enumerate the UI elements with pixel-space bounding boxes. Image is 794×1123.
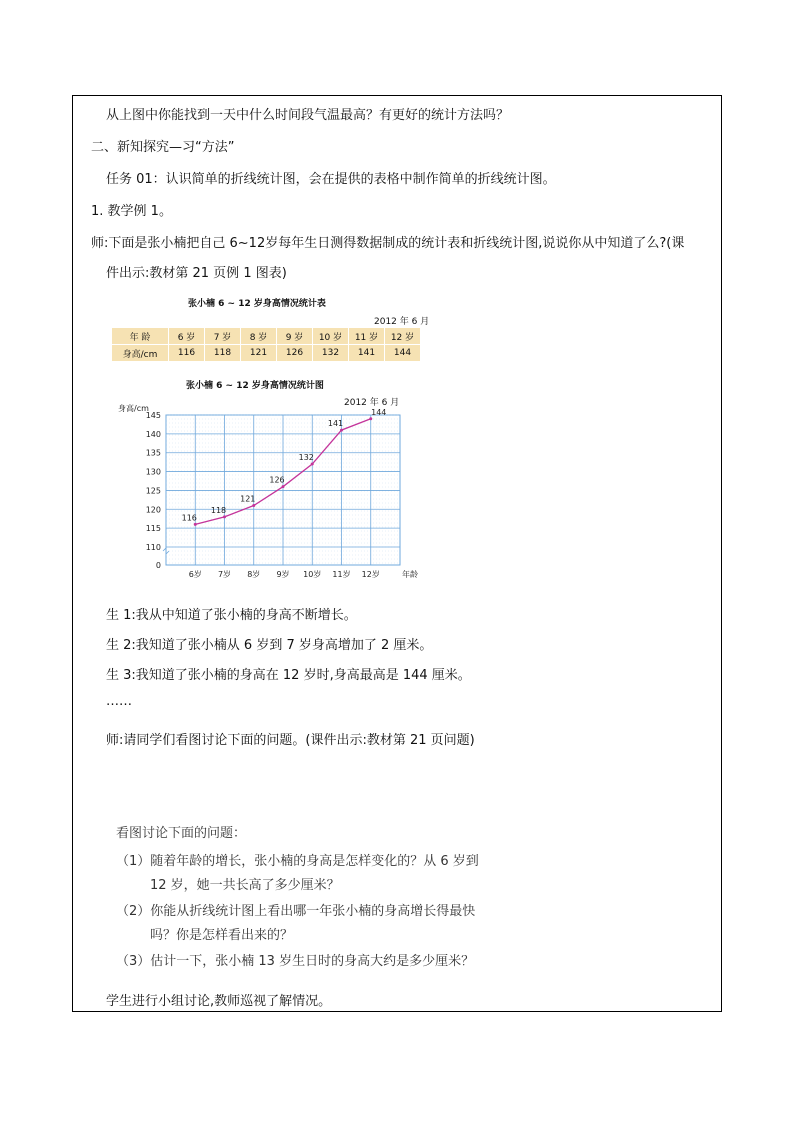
data-point — [252, 504, 255, 507]
table-date: 2012 年 6 月 — [374, 317, 430, 327]
x-axis-label: 年龄 — [402, 570, 418, 579]
data-point — [340, 429, 343, 432]
table-row-age — [112, 328, 421, 345]
data-point — [223, 515, 226, 518]
y-tick-label: 125 — [145, 486, 161, 496]
y-tick-label: 110 — [145, 543, 161, 552]
height-cell: 116 — [169, 345, 205, 362]
data-label: 141 — [327, 419, 344, 429]
closing-line: 学生进行小组讨论,教师巡视了解情况。 — [106, 994, 332, 1009]
question-1: （1）随着年龄的增长，张小楠的身高是怎样变化的？从 6 岁到 — [116, 854, 479, 869]
table-title: 张小楠 6 ~ 12 岁身高情况统计表 — [188, 299, 326, 309]
teacher-prompt-1-cont: 件出示:教材第 21 页例 1 图表) — [106, 266, 287, 281]
chart-title: 张小楠 6 ~ 12 岁身高情况统计图 — [186, 381, 324, 391]
data-label: 121 — [240, 494, 256, 504]
age-cell: 6 岁 — [169, 328, 205, 345]
question-3: （3）估计一下，张小楠 13 岁生日时的身高大约是多少厘米？ — [116, 954, 475, 969]
y-tick-label: 120 — [145, 505, 161, 515]
age-cell: 12 岁 — [385, 328, 421, 345]
x-tick-label: 10岁 — [303, 570, 322, 579]
x-tick-label: 9岁 — [276, 570, 290, 579]
question-2-cont: 吗？你是怎样看出来的？ — [150, 928, 294, 943]
age-cell: 10 岁 — [313, 328, 349, 345]
line-chart — [118, 395, 418, 585]
chart-date: 2012 年 6 月 — [344, 398, 400, 408]
age-cell: 8 岁 — [241, 328, 277, 345]
age-cell: 7 岁 — [205, 328, 241, 345]
y-tick-label: 145 — [145, 411, 161, 420]
y-tick-label: 0 — [155, 561, 161, 570]
age-cell: 9 岁 — [277, 328, 313, 345]
age-cell: 11 岁 — [349, 328, 385, 345]
data-label: 116 — [181, 513, 197, 523]
x-tick-label: 8岁 — [247, 570, 261, 579]
x-tick-label: 12岁 — [361, 570, 380, 579]
height-cell: 144 — [385, 345, 421, 362]
height-cell: 121 — [241, 345, 277, 362]
y-tick-label: 140 — [145, 429, 161, 439]
data-label: 144 — [371, 407, 387, 417]
y-tick-label: 115 — [145, 524, 161, 534]
data-point — [194, 523, 197, 526]
x-tick-label: 6岁 — [188, 570, 202, 579]
table-head-age: 年 龄 — [112, 328, 169, 345]
data-label: 132 — [298, 453, 314, 463]
ellipsis: …… — [106, 694, 132, 709]
example-heading: 1. 教学例 1。 — [91, 204, 172, 219]
height-cell: 126 — [277, 345, 313, 362]
question-1-cont: 12 岁，她一共长高了多少厘米？ — [150, 878, 340, 893]
x-tick-label: 11岁 — [332, 570, 351, 579]
question-2: （2）你能从折线统计图上看出哪一年张小楠的身高增长得最快 — [116, 904, 476, 919]
height-table — [111, 327, 421, 362]
student-answer-1: 生 1:我从中知道了张小楠的身高不断增长。 — [106, 608, 357, 623]
questions-heading: 看图讨论下面的问题： — [116, 826, 247, 841]
height-cell: 132 — [313, 345, 349, 362]
student-answer-2: 生 2:我知道了张小楠从 6 岁到 7 岁身高增加了 2 厘米。 — [106, 638, 433, 653]
teacher-prompt-1: 师:下面是张小楠把自己 6~12岁每年生日测得数据制成的统计表和折线统计图,说说你从中知道了么?(课 — [91, 236, 685, 251]
data-point — [282, 485, 285, 488]
data-label: 126 — [269, 475, 285, 485]
data-label: 118 — [210, 505, 227, 515]
student-answer-3: 生 3:我知道了张小楠的身高在 12 岁时,身高最高是 144 厘米。 — [106, 668, 471, 683]
x-tick-label: 7岁 — [217, 570, 232, 579]
section-heading: 二、新知探究—习“方法” — [91, 140, 235, 155]
height-cell: 141 — [349, 345, 385, 362]
teacher-prompt-2: 师:请同学们看图讨论下面的问题。(课件出示:教材第 21 页问题) — [106, 733, 475, 748]
table-head-height: 身高/cm — [112, 345, 169, 362]
height-cell: 118 — [205, 345, 241, 362]
y-tick-label: 130 — [145, 467, 161, 477]
data-point — [311, 463, 314, 466]
task-line: 任务 01：认识简单的折线统计图，会在提供的表格中制作简单的折线统计图。 — [106, 172, 556, 187]
table-row-height — [112, 345, 421, 362]
data-point — [369, 417, 372, 420]
intro-question: 从上图中你能找到一天中什么时间段气温最高？有更好的统计方法吗？ — [106, 108, 510, 123]
y-axis-label: 身高/cm — [118, 404, 149, 413]
y-tick-label: 135 — [145, 448, 161, 458]
